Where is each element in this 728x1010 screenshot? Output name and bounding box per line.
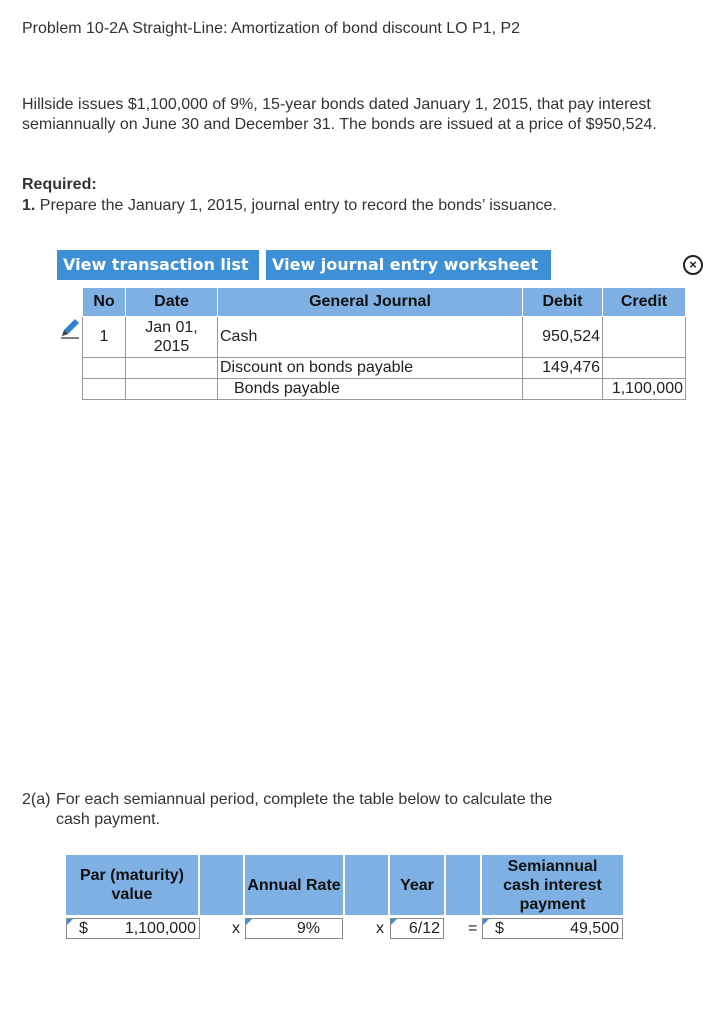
requirement-1 (22, 197, 557, 215)
operator-header (345, 855, 388, 915)
col-debit-header: Debit (523, 288, 603, 317)
par-value-input[interactable] (66, 918, 200, 939)
view-journal-entry-worksheet-button[interactable]: View journal entry worksheet (266, 250, 551, 280)
input-flag-icon (246, 919, 252, 925)
question-2a-line1: For each semiannual period, complete the table below to calculate the (56, 791, 553, 808)
input-flag-icon (483, 919, 489, 925)
row-account-input[interactable]: Discount on bonds payable (218, 358, 523, 379)
par-value-header: Par (maturity) value (66, 855, 198, 915)
payment-currency: $ (495, 920, 504, 937)
row-no (83, 379, 126, 400)
problem-description: Hillside issues $1,100,000 of 9%, 15-year bonds dated January 1, 2015, that pay interest semiannually on June 30 and December 31. The bonds are issued at a price of $950,524. (22, 96, 657, 133)
row-date-input[interactable] (126, 379, 218, 400)
col-account-header: General Journal (218, 288, 523, 317)
payment-value: 49,500 (570, 920, 619, 937)
input-flag-icon (67, 919, 73, 925)
row-credit-input[interactable] (603, 317, 686, 358)
problem-title: Problem 10-2A Straight-Line: Amortization of bond discount LO P1, P2 (22, 20, 521, 37)
row-account-input[interactable]: Cash (218, 317, 523, 358)
requirement-1-text: Prepare the January 1, 2015, journal entry to record the bonds’ issuance. (39, 197, 557, 214)
requirement-1-number: 1. (22, 197, 36, 214)
col-no-header: No (83, 288, 126, 317)
input-flag-icon (391, 919, 397, 925)
question-2a (22, 790, 662, 830)
journal-row (83, 379, 686, 400)
row-debit-input[interactable]: 149,476 (523, 358, 603, 379)
multiply-operator: x (376, 920, 384, 937)
col-date-header: Date (126, 288, 218, 317)
year-header: Year (390, 855, 444, 915)
operator-header (446, 855, 480, 915)
row-no (83, 358, 126, 379)
year-value: 6/12 (408, 920, 440, 937)
operator-header (200, 855, 243, 915)
annual-rate-header: Annual Rate (245, 855, 343, 915)
row-credit-input[interactable] (603, 358, 686, 379)
equals-operator: = (468, 920, 478, 937)
row-account-input[interactable]: Bonds payable (218, 379, 523, 400)
row-debit-input[interactable]: 950,524 (523, 317, 603, 358)
semiannual-payment-header: Semiannual cash interest payment (482, 855, 623, 915)
journal-row (83, 317, 686, 358)
journal-header-row (83, 288, 686, 317)
par-value: 1,100,000 (124, 920, 196, 937)
general-journal-table (82, 287, 686, 400)
annual-rate-value: 9% (296, 920, 320, 937)
year-input[interactable] (390, 918, 444, 939)
required-label: Required: (22, 176, 97, 193)
row-credit-input[interactable]: 1,100,000 (603, 379, 686, 400)
row-debit-input[interactable] (523, 379, 603, 400)
row-date-input[interactable]: Jan 01, 2015 (126, 317, 218, 358)
multiply-operator: x (232, 920, 240, 937)
row-date-input[interactable] (126, 358, 218, 379)
question-2a-line2: cash payment. (56, 811, 161, 828)
view-transaction-list-button[interactable]: View transaction list (57, 250, 259, 280)
col-credit-header: Credit (603, 288, 686, 317)
question-2a-number: 2(a) (22, 791, 51, 808)
row-no: 1 (83, 317, 126, 358)
semiannual-payment-input[interactable] (482, 918, 623, 939)
par-currency: $ (79, 920, 88, 937)
journal-row (83, 358, 686, 379)
annual-rate-input[interactable] (245, 918, 343, 939)
close-icon[interactable]: × (683, 255, 703, 275)
edit-pencil-icon[interactable] (59, 317, 81, 339)
